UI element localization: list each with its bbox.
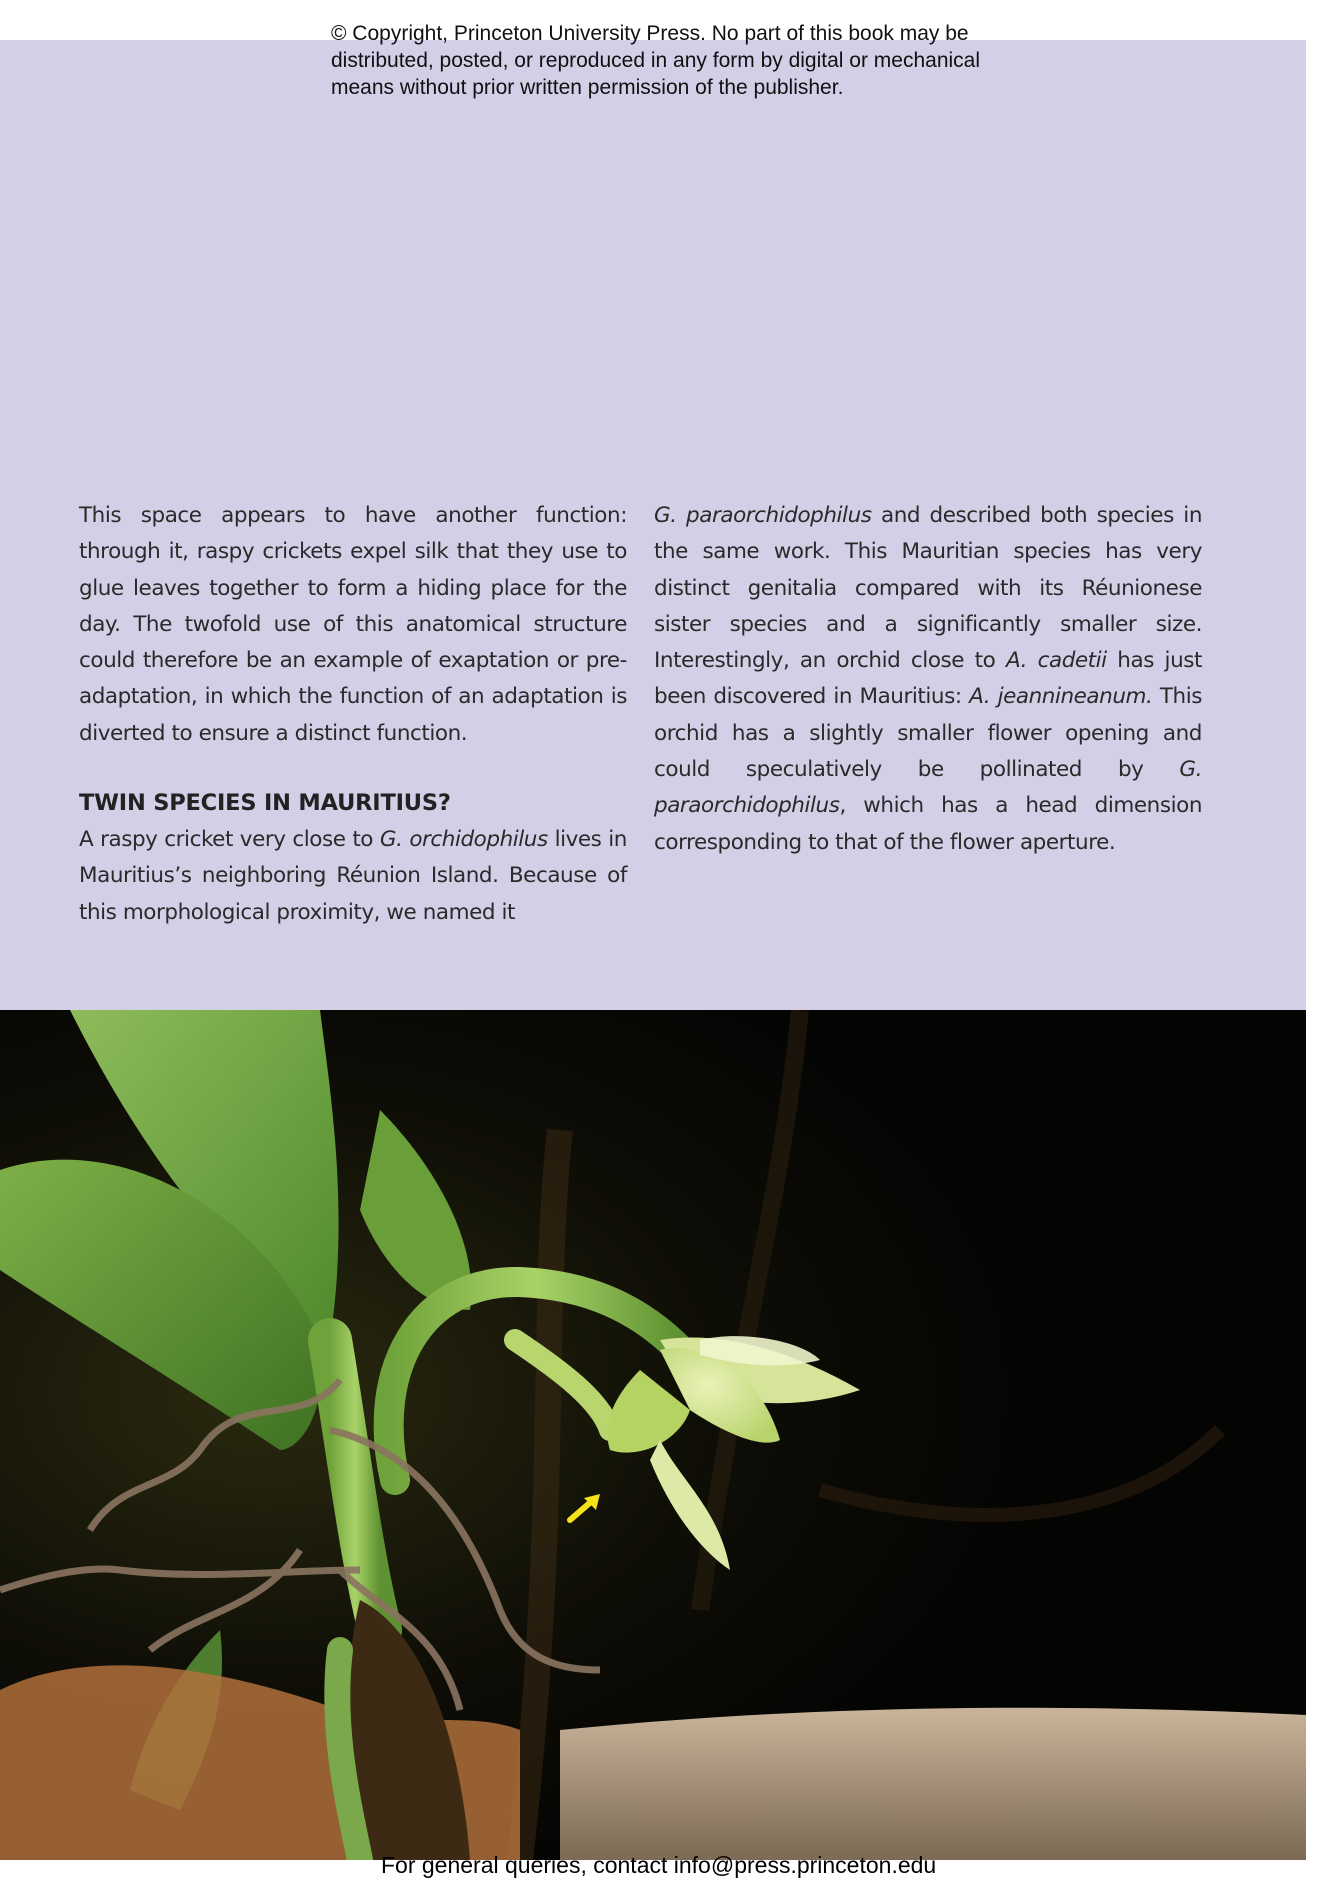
paragraph-twin-species-start [79, 822, 627, 931]
species-name: G. paraorchidophilus [654, 757, 1202, 819]
text-column-right [654, 498, 1202, 861]
text-run: and described both species in the same work. This Mauritian species has very distinct genitalia compared with its Réunionese sister species and a significantly smaller size. Interestingly, an orchid close to [654, 503, 1202, 674]
species-name: A. jeannineanum. [969, 684, 1153, 710]
text-run: A raspy cricket very close to [79, 827, 380, 853]
orchid-illustration [0, 1010, 1306, 1860]
tree-branch [560, 1708, 1306, 1860]
paragraph-exaptation: This space appears to have another function: through it, raspy crickets expel silk that they use to glue leaves together to form a hiding place for the day. The twofold use of this anatomical structure could therefore be an example of exaptation or pre-adaptation, in which the function of an adaptation is diverted to ensure a distinct function. [79, 503, 627, 746]
orchid-photograph [0, 1010, 1306, 1860]
copyright-line-2: distributed, posted, or reproduced in any form by digital or mechanical [331, 49, 981, 72]
species-name: G. paraorchidophilus [654, 503, 872, 528]
species-name: A. cadetii [1005, 648, 1107, 674]
text-run: has just been discovered in Mauritius: [654, 648, 1202, 710]
copyright-line-3: means without prior written permission of the publisher. [331, 76, 844, 99]
text-run: lives in Mauritius’s neighboring Réunion Island. Because of this morphological proximity, we named it [79, 827, 627, 925]
section-heading: TWIN SPECIES IN MAURITIUS? [79, 790, 451, 817]
text-run: , which has a head dimension corresponding to that of the flower aperture. [654, 793, 1202, 855]
paragraph-twin-species-continued [654, 498, 1202, 861]
copyright-line-1: © Copyright, Princeton University Press. No part of this book may be [331, 22, 969, 45]
footer-contact: For general queries, contact info@press.princeton.edu [381, 1852, 937, 1878]
copyright-notice [331, 20, 1051, 101]
species-name: G. orchidophilus [379, 827, 548, 853]
text-column-left [79, 498, 627, 931]
text-run: This orchid has a slightly smaller flower opening and could speculatively be pollinated by [654, 684, 1202, 783]
